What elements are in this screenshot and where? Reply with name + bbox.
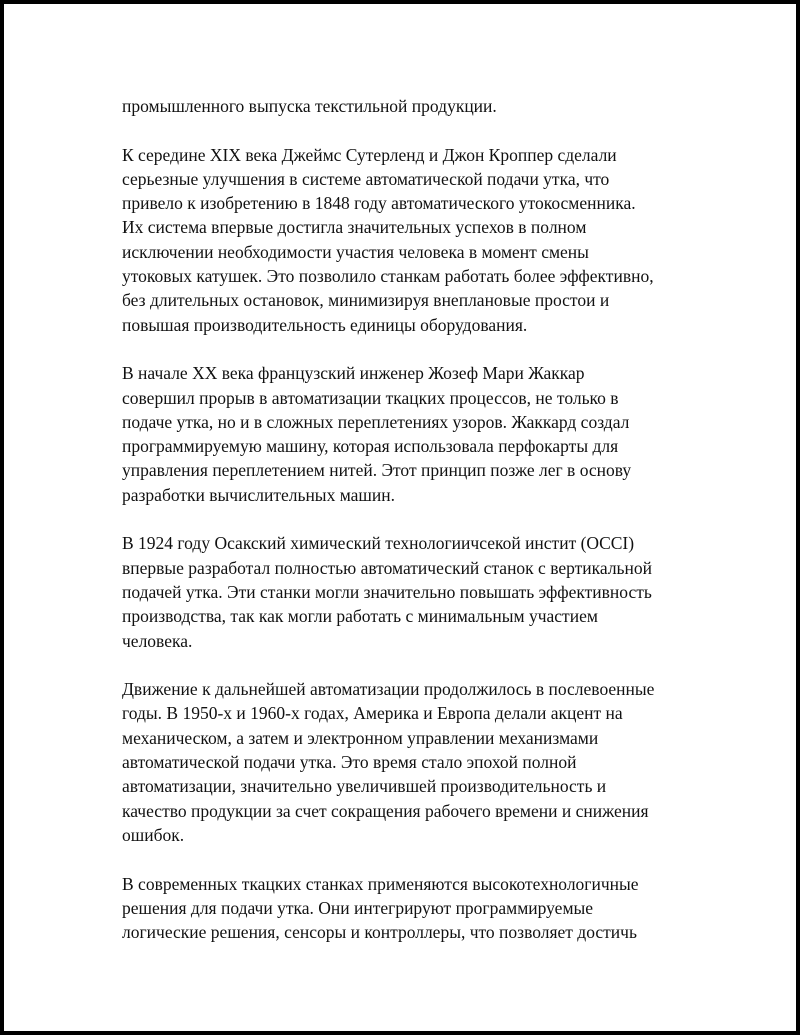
paragraph-jacquard: В начале XX века французский инженер Жозеф Мари Жаккар совершил прорыв в автоматизации ткацких процессов, не только в подаче утка, но и в сложных переплетениях узоров. Жаккард создал программируемую машину, которая использовала перфокарты для управления переплетением нитей. Этот принцип позже лег в основу разработки вычислительных машин. [122,363,632,505]
document-body [122,94,722,969]
paragraph-continuation: промышленного выпуска текстильной продукции. [122,96,497,116]
paragraph-sutherland-cropper: К середине XIX века Джеймс Сутерленд и Джон Кроппер сделали серьезные улучшения в системе автоматической подачи утка, что привело к изобретению в 1848 году автоматического утокосменника. Их система впервые достигла значительных успехов в полном исключении необходимости участия человека в момент смены утоковых катушек. Это позволило станкам работать более эффективно, без длительных остановок, минимизируя внеплановые простои и повышая производительность единицы оборудования. [122,144,654,335]
paragraph-modern-looms: В современных ткацких станках применяются высокотехнологичные решения для подачи утка. Они интегрируют программируемые логические решения, сенсоры и контроллеры, что позволяет достичь [122,873,639,943]
paragraph-osaka-1924: В 1924 году Осакский химический технологиичсекой инстит (OCCI) впервые разработал полностью автоматический станок с вертикальной подачей утка. Эти станки могли значительно повышать эффективность производства, так как могли работать с минимальным участием человека. [122,533,653,651]
paragraph-postwar-automation: Движение к дальнейшей автоматизации продолжилось в послевоенные годы. В 1950-х и 1960-х годах, Америка и Европа делали акцент на механическом, а затем и электронном управлении механизмами автоматической подачи утка. Это время стало эпохой полной автоматизации, значительно увеличившей производительность и качество продукции за счет сокращения рабочего времени и снижения ошибок. [122,679,655,845]
